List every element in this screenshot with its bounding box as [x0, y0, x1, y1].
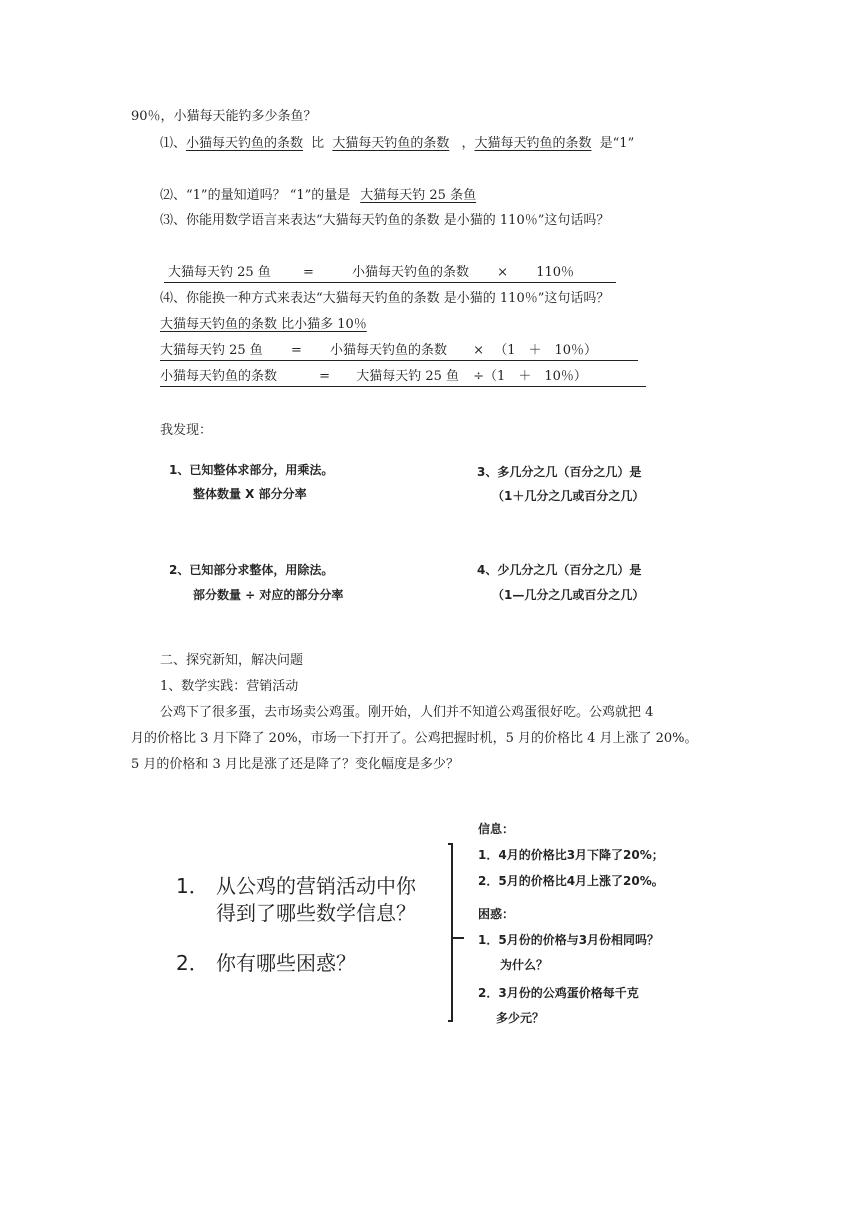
rule-1-body: 整体数量 X 部分分率 — [193, 487, 307, 501]
rule-3-title: 3、多几分之几（百分之几）是 — [477, 465, 642, 479]
q2-text: ⑵、“1”的量知道吗？ “1”的量是 — [160, 188, 351, 203]
q4-line2-a: 大猫每天钓 25 鱼 — [160, 343, 263, 358]
section-2-subheading: 1、数学实践：营销活动 — [160, 679, 299, 694]
q4-line2-c: （1 ＋ 10％） — [494, 343, 598, 358]
q4-line-2 — [160, 342, 597, 360]
q3-eq-equals: = — [302, 265, 314, 280]
rule-2-body: 部分数量 ÷ 对应的部分分率 — [193, 588, 344, 602]
rule-3-body: （1＋几分之几或百分之几） — [492, 489, 645, 503]
q1-part-b: 大猫每天钓鱼的条数 — [332, 136, 450, 151]
question-1 — [160, 135, 634, 153]
diagram-question-1-number: 1． — [176, 874, 209, 898]
bracket-connector — [440, 840, 470, 1030]
rule-4-body: （1—几分之几或百分之几） — [492, 588, 645, 602]
q1-comma: ， — [461, 136, 475, 151]
q4-line3-underline — [160, 386, 646, 387]
q4-line2-equals: = — [290, 343, 302, 358]
q4-line3-c: ÷（1 ＋ 10％） — [473, 369, 587, 384]
q1-number: ⑴、 — [160, 136, 187, 151]
diagram-question-2-line-1: 你有哪些困惑？ — [216, 951, 356, 975]
rule-4-title: 4、少几分之几（百分之几）是 — [477, 563, 642, 577]
q4-line-3 — [160, 368, 587, 386]
rule-2-title: 2、已知部分求整体，用除法。 — [169, 563, 334, 577]
diagram-question-1-line-1: 从公鸡的营销活动中你 — [216, 874, 416, 898]
info-item-1: 1．4月的价格比3月下降了20%； — [478, 848, 664, 862]
question-3: ⑶、你能用数学语言来表达“大猫每天钓鱼的条数 是小猫的 110％”这句话吗？ — [160, 213, 610, 228]
doubt-item-2-cont: 多少元？ — [496, 1011, 545, 1025]
q4-line2-b: 小猫每天钓鱼的条数 — [330, 343, 448, 358]
diagram-question-2-number: 2． — [176, 951, 209, 975]
intro-line: 90％，小猫每天能钓多少条鱼？ — [131, 109, 317, 124]
question-4: ⑷、你能换一种方式来表达“大猫每天钓鱼的条数 是小猫的 110％”这句话吗？ — [160, 291, 610, 306]
q4-line2-times: × — [473, 343, 485, 358]
doubt-item-2: 2．3月份的公鸡蛋价格每千克 — [478, 986, 639, 1000]
rule-1-title: 1、已知整体求部分，用乘法。 — [169, 463, 334, 477]
q3-equation — [168, 264, 574, 282]
doubt-item-1: 1．5月份的价格与3月份相同吗？ — [478, 933, 660, 947]
info-label: 信息： — [478, 822, 515, 836]
section-2-heading: 二、探究新知，解决问题 — [160, 653, 304, 668]
q1-bi: 比 — [311, 136, 325, 151]
q3-eq-a: 大猫每天钓 25 鱼 — [168, 265, 271, 280]
q3-eq-b: 小猫每天钓鱼的条数 — [352, 265, 470, 280]
q4-line2-underline — [160, 360, 638, 361]
q4-line3-equals: = — [319, 369, 331, 384]
story-line-3: 5 月的价格和 3 月比是涨了还是降了？变化幅度是多少？ — [131, 757, 459, 772]
q4-line1-text: 大猫每天钓鱼的条数 比小猫多 10％ — [160, 317, 367, 332]
q3-equation-underline — [164, 282, 616, 283]
diagram-question-1-line-2: 得到了哪些数学信息？ — [216, 901, 416, 925]
q1-tail: 是“1” — [599, 136, 635, 151]
question-2 — [160, 187, 476, 205]
info-item-2: 2．5月的价格比4月上涨了20%。 — [478, 874, 664, 888]
q3-eq-times: × — [497, 265, 509, 280]
q4-line-1 — [160, 316, 367, 334]
q2-answer: 大猫每天钓 25 条鱼 — [360, 188, 477, 203]
story-line-2: 月的价格比 3 月下降了 20%，市场一下打开了。公鸡把握时机，5 月的价格比 4 月上涨了 20%。 — [131, 731, 698, 746]
story-line-1: 公鸡下了很多蛋，去市场卖公鸡蛋。刚开始，人们并不知道公鸡蛋很好吃。公鸡就把 4 — [160, 705, 654, 720]
q4-line3-a: 小猫每天钓鱼的条数 — [160, 369, 278, 384]
q4-line3-b: 大猫每天钓 25 鱼 — [356, 369, 460, 384]
doubt-item-1-cont: 为什么？ — [500, 958, 549, 972]
q3-eq-c: 110％ — [536, 265, 575, 280]
doubt-label: 困惑： — [478, 907, 515, 921]
q1-part-a: 小猫每天钓鱼的条数 — [186, 136, 304, 151]
bracket-shape — [448, 844, 452, 1021]
discover-label: 我发现： — [160, 423, 213, 438]
q1-part-c: 大猫每天钓鱼的条数 — [474, 136, 592, 151]
